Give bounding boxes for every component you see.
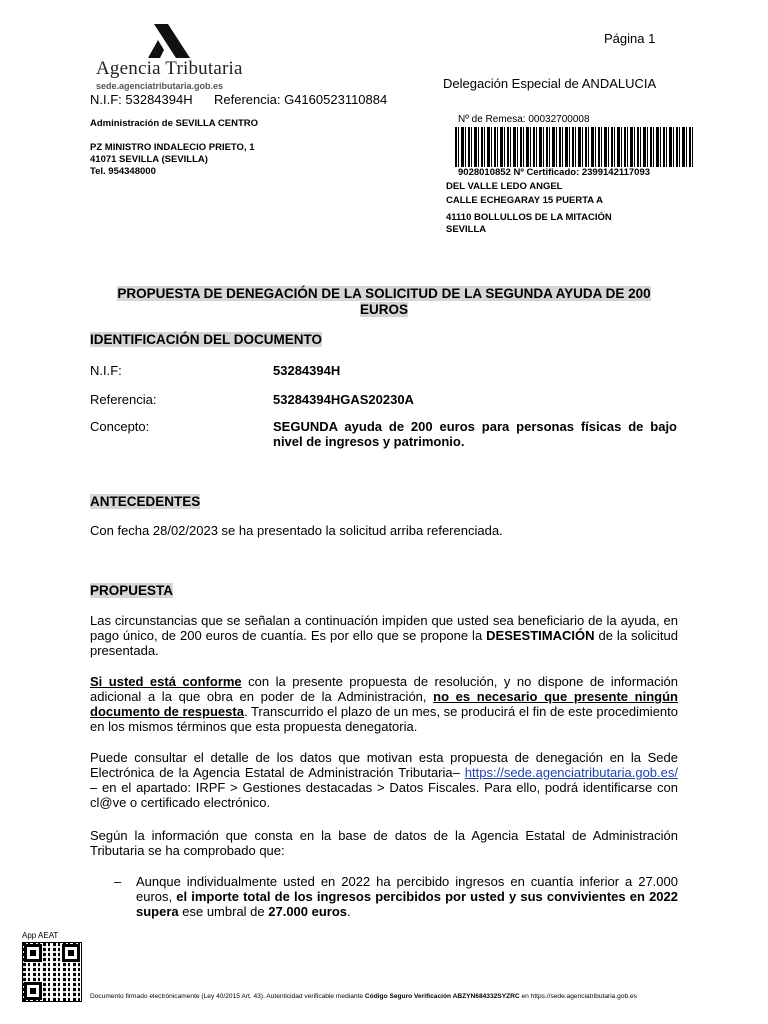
agency-logo-mark <box>146 24 190 58</box>
reference-label: Referencia: <box>90 392 157 407</box>
p4-text: Según la información que consta en la base de datos de la Agencia Estatal de Administración Tributaria se ha comprobado que: <box>90 828 678 858</box>
concept-label: Concepto: <box>90 419 150 434</box>
p1-desestimacion: DESESTIMACIÓN <box>486 628 595 643</box>
barcode-number: 9028010852 Nº Certificado: 2399142117093 <box>458 167 651 178</box>
reference-value: 53284394HGAS20230A <box>273 392 414 407</box>
header-reference: Referencia: G4160523110884 <box>214 92 388 107</box>
b1-text-b: el importe total de los ingresos percibidos por usted y sus convivientes en 2022 supera <box>136 889 678 919</box>
propuesta-heading-text: PROPUESTA <box>90 583 174 598</box>
propuesta-heading <box>90 582 173 600</box>
propuesta-paragraph-3 <box>90 750 678 810</box>
sede-link[interactable]: https://sede.agenciatributaria.gob.es/ <box>464 765 678 780</box>
propuesta-paragraph-1 <box>90 613 678 658</box>
footer-signature <box>90 992 637 1001</box>
sender-phone: Tel. 954348000 <box>90 166 156 177</box>
footer-text-a: Documento firmado electrónicamente (Ley 40/2015 Art. 43). Autenticidad verificable mediante <box>90 993 365 1000</box>
barcode <box>455 127 695 167</box>
sender-admin: Administración de SEVILLA CENTRO <box>90 118 259 129</box>
b1-text-d: 27.000 euros <box>268 904 348 919</box>
document-title-text: PROPUESTA DE DENEGACIÓN DE LA SOLICITUD DE LA SEGUNDA AYUDA DE 200 EUROS <box>117 286 651 317</box>
sender-address1: PZ MINISTRO INDALECIO PRIETO, 1 <box>90 142 255 153</box>
recipient-province: SEVILLA <box>446 224 487 235</box>
agency-logo <box>92 22 252 97</box>
p2-conforme: Si usted está conforme <box>90 674 242 689</box>
identification-heading <box>90 331 322 349</box>
p1-text-c: de la solicitud presentada. <box>90 628 678 658</box>
footer-text-c: en https://sede.agenciatributaria.gob.es <box>519 993 637 1000</box>
recipient-city: 41110 BOLLULLOS DE LA MITACIÓN <box>446 212 612 223</box>
p2-text-b: con la presente propuesta de resolución, y no dispone de información adicional a la que obra en poder de la Administración, <box>90 674 678 704</box>
p2-no-documento: no es necesario que presente ningún documento de respuesta <box>90 689 678 719</box>
p3-text-a: Puede consultar el detalle de los datos que motivan esta propuesta de denegación en la Sede Electrónica de la Agencia Estatal de Administración Tributaria– <box>90 750 678 780</box>
recipient-name: DEL VALLE LEDO ANGEL <box>446 181 563 192</box>
antecedentes-text: Con fecha 28/02/2023 se ha presentado la solicitud arriba referenciada. <box>90 523 503 538</box>
p2-text-d: . Transcurrido el plazo de un mes, se producirá el fin de este procedimiento en los mismos términos que esta propuesta denegatoria. <box>90 704 678 734</box>
recipient-street: CALLE ECHEGARAY 15 PUERTA A <box>446 195 603 206</box>
nif-label: N.I.F: <box>90 363 122 378</box>
delegation: Delegación Especial de ANDALUCIA <box>443 76 657 91</box>
footer-csv: Código Seguro Verificación ABZYN684332SYZRC <box>364 993 520 1000</box>
concept-value: SEGUNDA ayuda de 200 euros para personas físicas de bajo nivel de ingresos y patrimonio. <box>273 419 677 449</box>
b1-text-a: Aunque individualmente usted en 2022 ha percibido ingresos en cuantía inferior a 27.000 euros, <box>136 874 678 904</box>
identification-heading-text: IDENTIFICACIÓN DEL DOCUMENTO <box>90 332 323 347</box>
document-title <box>96 286 672 318</box>
qr-code[interactable] <box>22 942 82 1002</box>
bullet-item-1 <box>136 874 678 919</box>
bullet-dash: – <box>114 874 122 889</box>
page-number: Página 1 <box>604 31 656 46</box>
b1-text-c: ese umbral de <box>178 904 269 919</box>
app-aeat-label: App AEAT <box>22 931 59 940</box>
propuesta-paragraph-4 <box>90 828 678 858</box>
agency-name: Agencia Tributaria <box>96 58 243 79</box>
propuesta-paragraph-2 <box>90 674 678 734</box>
header-nif: N.I.F: 53284394H <box>90 92 193 107</box>
sender-address2: 41071 SEVILLA (SEVILLA) <box>90 154 208 165</box>
agency-url: sede.agenciatributaria.gob.es <box>96 81 224 91</box>
p1-text-a: Las circunstancias que se señalan a continuación impiden que usted sea beneficiario de la ayuda, en pago único, de 200 euros de cuantía. Es por ello que se propone la <box>90 613 678 643</box>
remesa-number: Nº de Remesa: 00032700008 <box>458 114 590 125</box>
p3-text-b: – en el apartado: IRPF > Gestiones destacadas > Datos Fiscales. Para ello, podrá identificarse con cl@ve o certificado electrónico. <box>90 780 678 810</box>
nif-value: 53284394H <box>273 363 341 378</box>
antecedentes-heading-text: ANTECEDENTES <box>90 494 201 509</box>
b1-text-e: . <box>347 904 351 919</box>
antecedentes-heading <box>90 493 200 511</box>
